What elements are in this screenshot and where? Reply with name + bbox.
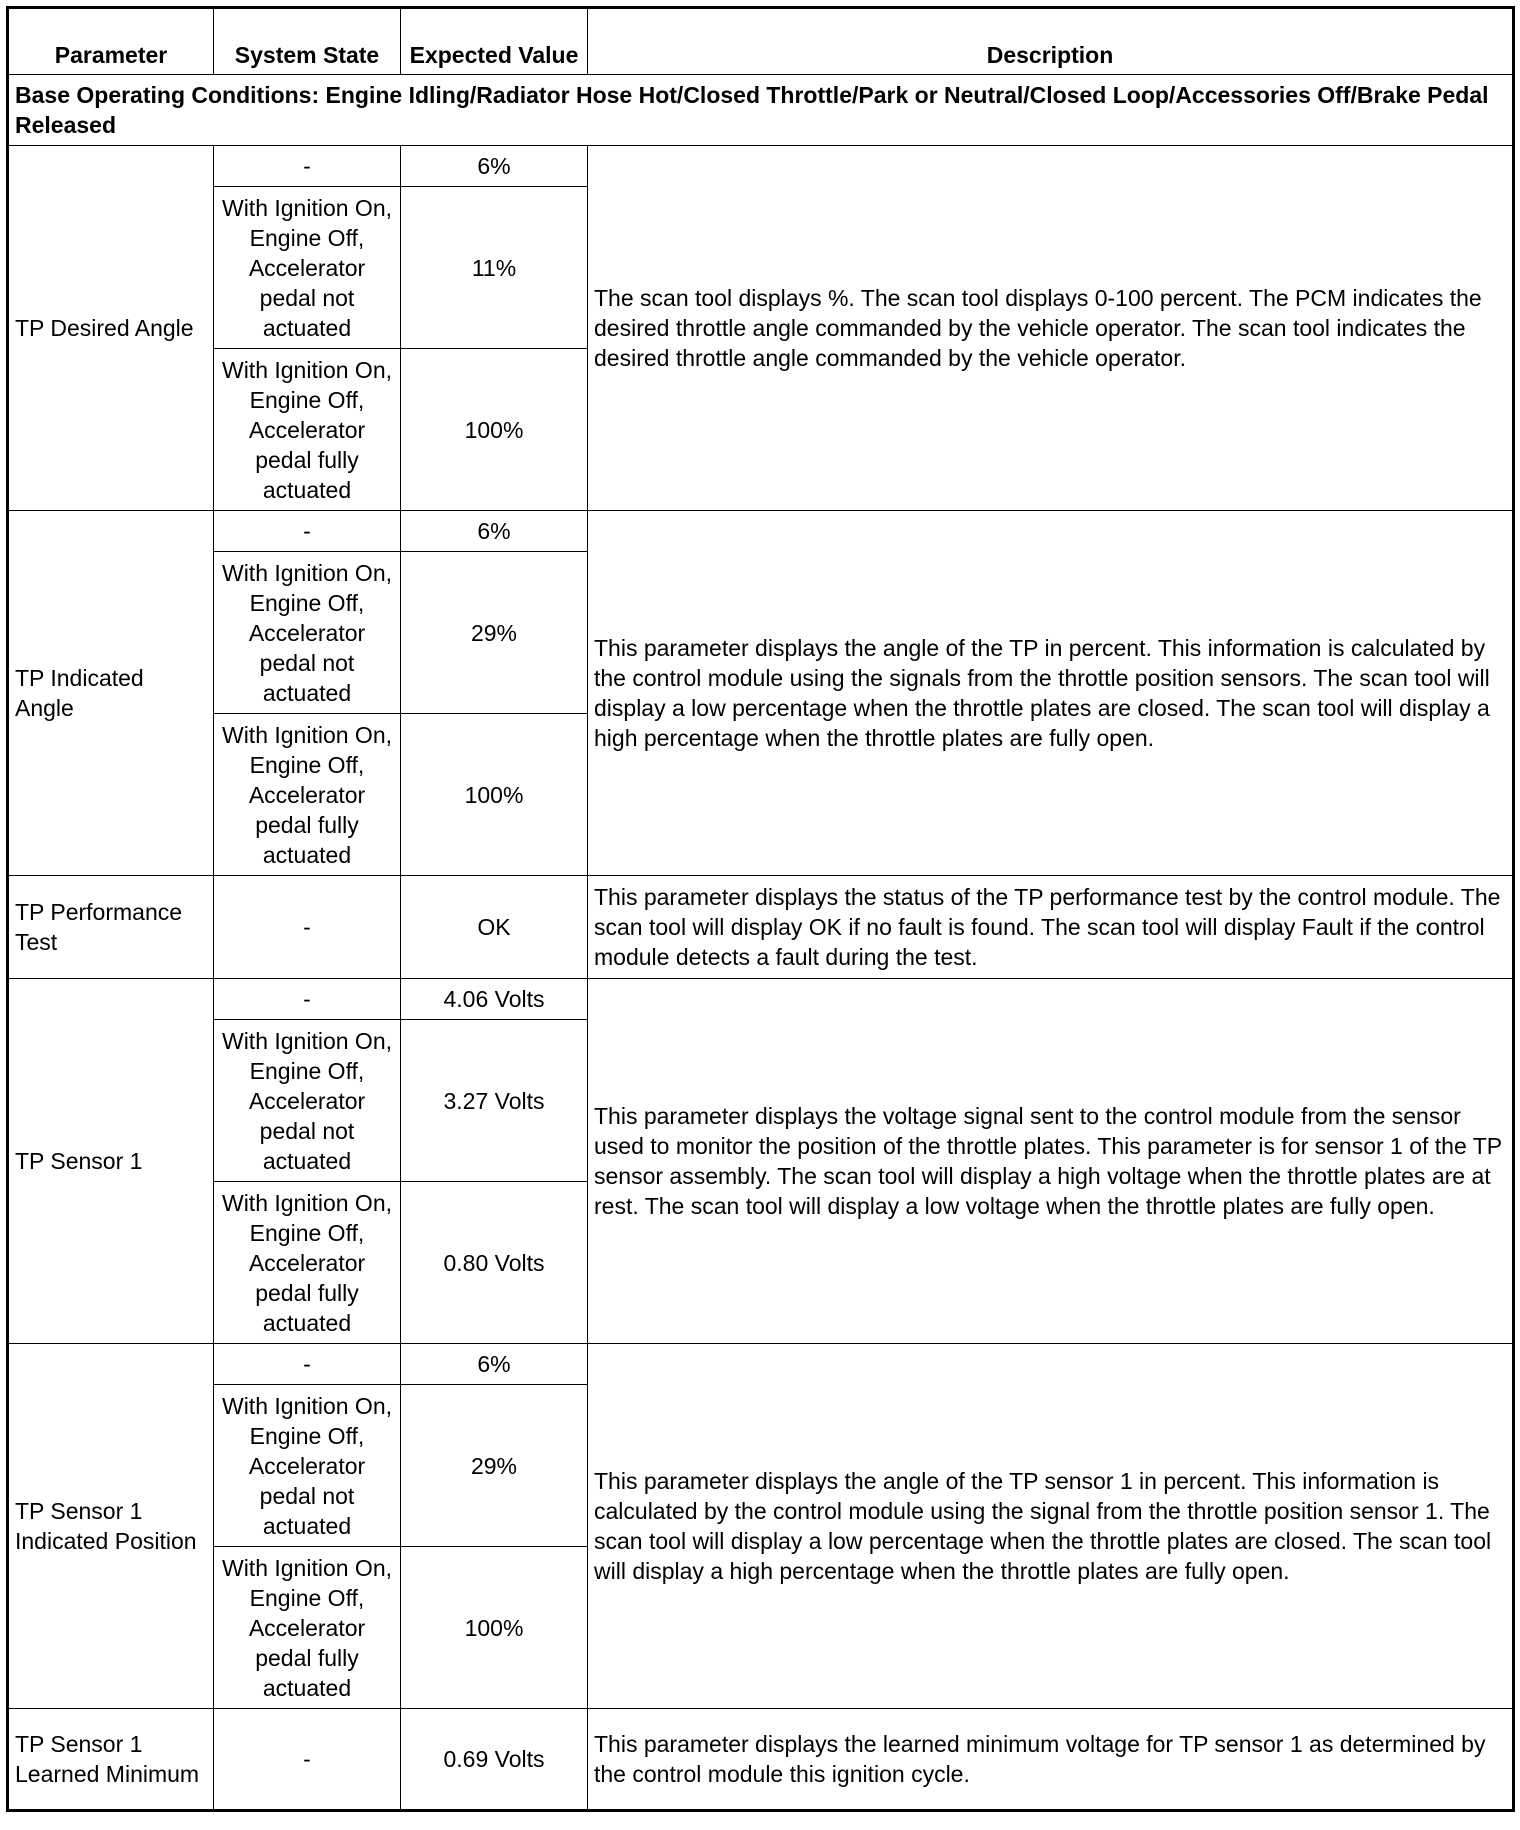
table-row — [8, 511, 1514, 552]
system-state-cell: - — [214, 979, 401, 1020]
expected-value-cell: 29% — [401, 552, 588, 714]
description-cell: The scan tool displays %. The scan tool displays 0-100 percent. The PCM indicates the desired throttle angle commanded by the vehicle operator. The scan tool indicates the desired throttle angle commanded by the vehicle operator. — [588, 146, 1514, 511]
header-parameter: Parameter — [8, 8, 214, 75]
table-row — [8, 876, 1514, 979]
system-state-cell: With Ignition On, Engine Off, Accelerator pedal fully actuated — [214, 1182, 401, 1344]
system-state-cell: With Ignition On, Engine Off, Accelerator pedal fully actuated — [214, 349, 401, 511]
header-system-state: System State — [214, 8, 401, 75]
system-state-cell: With Ignition On, Engine Off, Accelerator pedal fully actuated — [214, 1547, 401, 1709]
parameter-cell: TP Sensor 1 Indicated Position — [8, 1344, 214, 1709]
system-state-cell: With Ignition On, Engine Off, Accelerator pedal fully actuated — [214, 714, 401, 876]
expected-value-cell: 0.69 Volts — [401, 1709, 588, 1811]
header-row — [8, 8, 1514, 75]
expected-value-cell: 4.06 Volts — [401, 979, 588, 1020]
table-row — [8, 1709, 1514, 1811]
table-row — [8, 1344, 1514, 1385]
parameter-cell: TP Sensor 1 — [8, 979, 214, 1344]
system-state-cell: With Ignition On, Engine Off, Accelerator pedal not actuated — [214, 1020, 401, 1182]
system-state-cell: - — [214, 876, 401, 979]
header-expected-value: Expected Value — [401, 8, 588, 75]
expected-value-cell: 0.80 Volts — [401, 1182, 588, 1344]
system-state-cell: - — [214, 146, 401, 187]
table-row — [8, 146, 1514, 187]
scan-tool-data-table — [6, 6, 1515, 1812]
system-state-cell: - — [214, 511, 401, 552]
system-state-cell: With Ignition On, Engine Off, Accelerator pedal not actuated — [214, 552, 401, 714]
expected-value-cell: 6% — [401, 511, 588, 552]
expected-value-cell: 100% — [401, 1547, 588, 1709]
parameter-cell: TP Desired Angle — [8, 146, 214, 511]
expected-value-cell: 29% — [401, 1385, 588, 1547]
expected-value-cell: 11% — [401, 187, 588, 349]
parameter-cell: TP Sensor 1 Learned Minimum — [8, 1709, 214, 1811]
description-cell: This parameter displays the voltage signal sent to the control module from the sensor used to monitor the position of the throttle plates. This parameter is for sensor 1 of the TP sensor assembly. The scan tool will display a high voltage when the throttle plates are at rest. The scan tool will display a low voltage when the throttle plates are fully open. — [588, 979, 1514, 1344]
banner-row — [8, 75, 1514, 146]
expected-value-cell: 6% — [401, 1344, 588, 1385]
description-cell: This parameter displays the angle of the TP sensor 1 in percent. This information is calculated by the control module using the signal from the throttle position sensor 1. The scan tool will display a low percentage when the throttle plates are closed. The scan tool will display a high percentage when the throttle plates are fully open. — [588, 1344, 1514, 1709]
expected-value-cell: 100% — [401, 349, 588, 511]
parameter-cell: TP Indicated Angle — [8, 511, 214, 876]
expected-value-cell: 3.27 Volts — [401, 1020, 588, 1182]
system-state-cell: - — [214, 1344, 401, 1385]
header-description: Description — [588, 8, 1514, 75]
base-operating-conditions: Base Operating Conditions: Engine Idling/Radiator Hose Hot/Closed Throttle/Park or Neutral/Closed Loop/Accessories Off/Brake Pedal Released — [8, 75, 1514, 146]
expected-value-cell: 100% — [401, 714, 588, 876]
expected-value-cell: OK — [401, 876, 588, 979]
expected-value-cell: 6% — [401, 146, 588, 187]
description-cell: This parameter displays the status of the TP performance test by the control module. The scan tool will display OK if no fault is found. The scan tool will display Fault if the control module detects a fault during the test. — [588, 876, 1514, 979]
system-state-cell: With Ignition On, Engine Off, Accelerator pedal not actuated — [214, 1385, 401, 1547]
description-cell: This parameter displays the angle of the TP in percent. This information is calculated by the control module using the signals from the throttle position sensors. The scan tool will display a low percentage when the throttle plates are closed. The scan tool will display a high percentage when the throttle plates are fully open. — [588, 511, 1514, 876]
parameter-cell: TP Performance Test — [8, 876, 214, 979]
system-state-cell: - — [214, 1709, 401, 1811]
table-row — [8, 979, 1514, 1020]
description-cell: This parameter displays the learned minimum voltage for TP sensor 1 as determined by the control module this ignition cycle. — [588, 1709, 1514, 1811]
system-state-cell: With Ignition On, Engine Off, Accelerator pedal not actuated — [214, 187, 401, 349]
